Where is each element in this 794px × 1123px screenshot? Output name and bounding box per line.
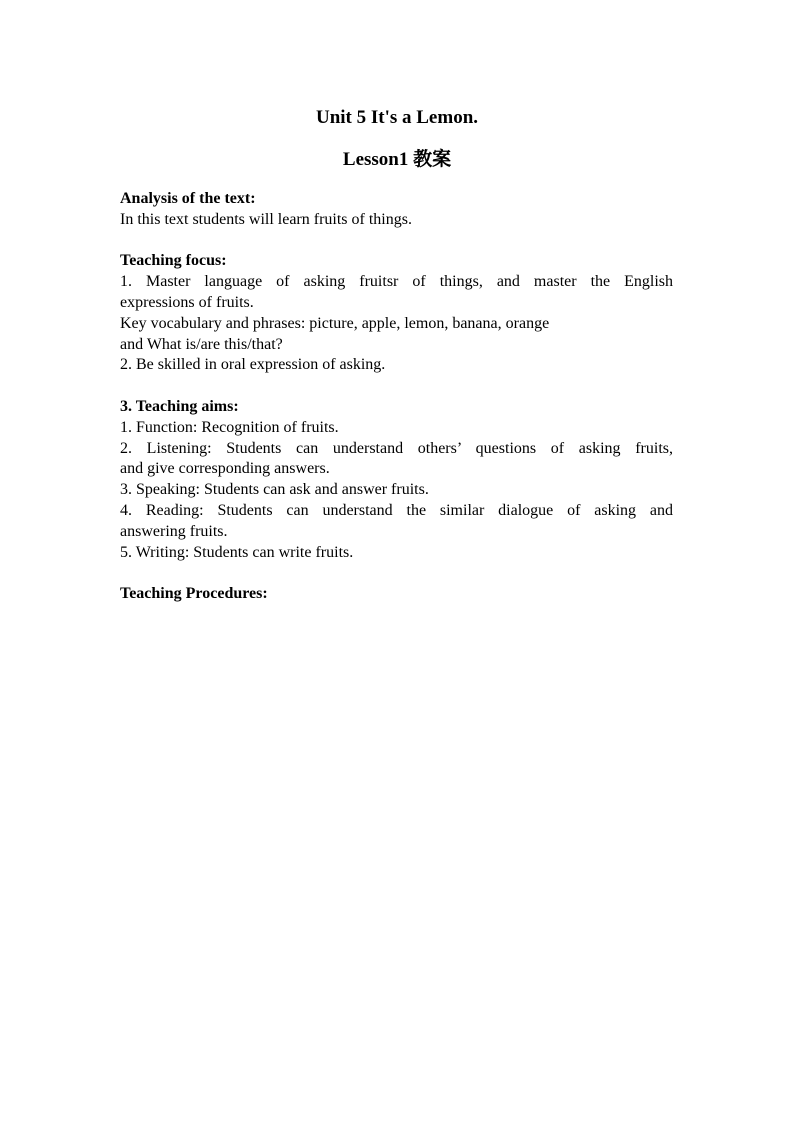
focus-heading: Teaching focus: — [120, 252, 227, 270]
analysis-heading: Analysis of the text: — [120, 190, 256, 207]
focus-item-1-line-2: expressions of fruits. — [120, 293, 254, 311]
spacer — [120, 563, 673, 584]
focus-item-1-line-1: 1. Master language of asking fruitsr of things, and master the English — [120, 273, 673, 291]
document-title: Unit 5 It's a Lemon. — [315, 107, 479, 128]
focus-item-2: 2. Be skilled in oral expression of asking. — [120, 356, 386, 374]
aims-item-1: 1. Function: Recognition of fruits. — [120, 418, 339, 436]
aims-item-5: 5. Writing: Students can write fruits. — [120, 543, 354, 561]
spacer — [120, 376, 673, 397]
focus-vocab-line-2: and What is/are this/that? — [120, 335, 283, 353]
aims-item-4-line-2: answering fruits. — [120, 522, 228, 540]
aims-item-2-line-1: 2. Listening: Students can understand others’ questions of asking fruits, — [120, 439, 673, 457]
aims-item-3: 3. Speaking: Students can ask and answer fruits. — [120, 481, 429, 499]
document-body — [120, 189, 673, 605]
focus-vocab-line-1: Key vocabulary and phrases: picture, apple, lemon, banana, orange — [120, 314, 550, 332]
aims-item-2-line-2: and give corresponding answers. — [120, 460, 330, 478]
analysis-text: In this text students will learn fruits of things. — [120, 210, 412, 228]
spacer — [120, 231, 673, 252]
aims-item-4-line-1: 4. Reading: Students can understand the similar dialogue of asking and — [120, 501, 673, 519]
document-subtitle: Lesson1 教案 — [342, 149, 452, 170]
aims-heading: 3. Teaching aims: — [120, 397, 239, 415]
procedures-heading: Teaching Procedures: — [120, 585, 268, 603]
